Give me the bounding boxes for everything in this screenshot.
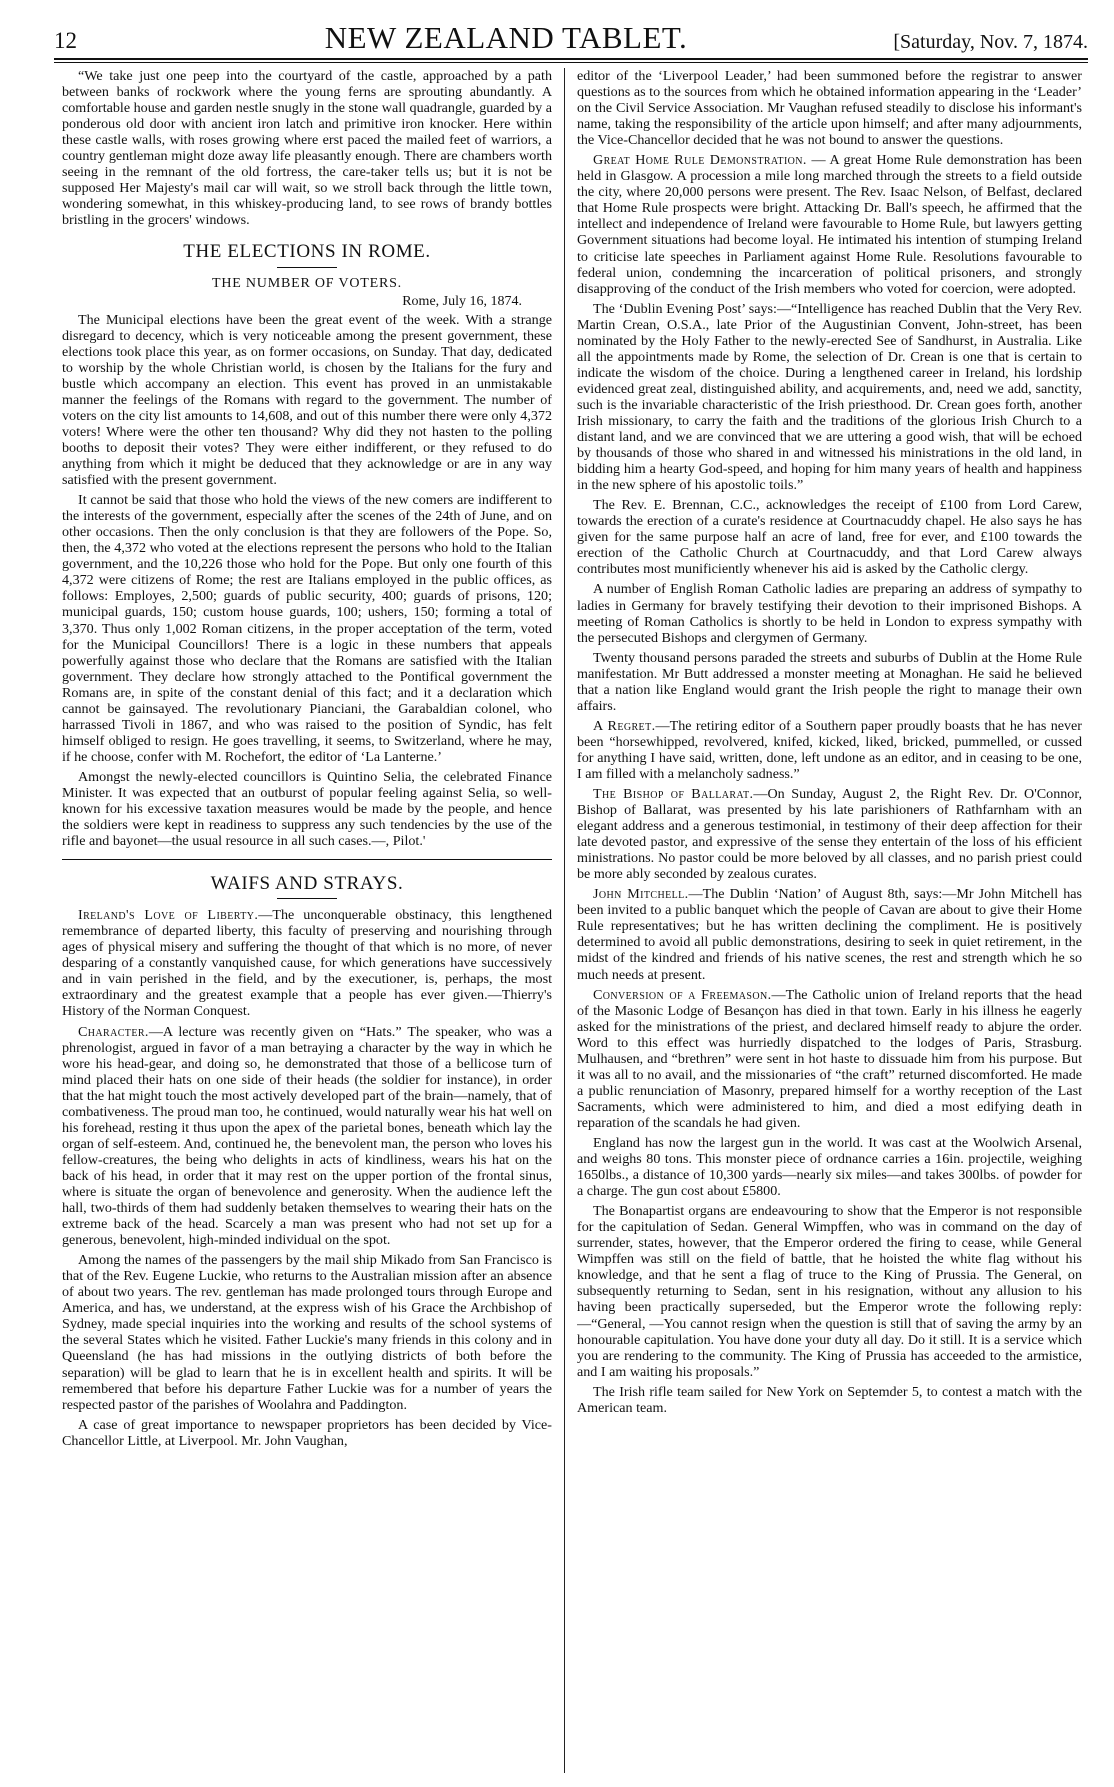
item-text: —The unconquerable obstinacy, this lengthened remembrance of departed liberty, this faculty of preserving and nourishing through ages of physical misery and suffering the thought of that which is no more, of never desparing of a constantly vanquished cause, for which generations have successively and in vain perished in the field, and by the executioner, is, perhaps, the most extraordinary and the greatest example that a people has ever given.—Thierry's History of the Norman Conquest. [62, 907, 552, 1020]
news-item [577, 497, 1082, 577]
news-item [577, 68, 1082, 148]
news-item [62, 1417, 552, 1449]
news-item [577, 886, 1082, 982]
item-text: —The Dublin ‘Nation’ of August 8th, says:—Mr John Mitchell has been invited to a public banquet which the people of Cavan are about to give their Home Rule representatives; but he has written declining the compliment. He is positively determined to avoid all public demonstrations, desiring to seek in quiet retirement, in the midst of the kindred and friends of his native scenes, the rest and strength which he so much needs at present. [577, 886, 1082, 983]
item-lead: Ireland's Love of Liberty. [78, 907, 259, 924]
item-lead: John Mitchell. [593, 886, 689, 903]
news-item [577, 581, 1082, 645]
section-rule [62, 859, 552, 860]
news-item [577, 786, 1082, 882]
article-paragraph: The Municipal elections have been the great event of the week. With a strange disregard to decency, which is very noticeable among the present government, these elections took place this year, as on former occasions, on Sunday. That day, dedicated to worship by the whole Christian world, is chosen by the Italians for the fury and bustle which accompany an election. This event has proved in an unmistakable manner the feelings of the Romans with regard to the government. The number of voters on the city list amounts to 14,608, and out of this number there were only 4,372 voters! Where were the other ten thousand? Why did they not hasten to the polling booths to deposit their votes? They were either indifferent, or they refused to do anything from which it might be deduced that they acknowledge or are in any way satisfied with the present government. [62, 311, 552, 489]
castle-paragraph: “We take just one peep into the courtyard of the castle, approached by a path between banks of rockwork where the young ferns are sprouting abundantly. A comfortable house and garden nestle snugly in the stone wall quadrangle, guarded by a ponderous old door with ancient iron latch and primitive iron knocker. Here within these castle walls, with roses growing where erst paced the mailed feet of warriors, a country gentleman might doze away life pleasantly enough. There are chambers worth seeing in the remnant of the old fortress, the care-taker tells us; but it is not be supposed Her Majesty's mail car will wait, so we stroll back through the little town, wondering somewhat, in this whiskey-producing land, to see rows of brandy bottles bristling in the grocers' windows. [62, 68, 552, 229]
masthead-rule [54, 62, 1088, 63]
news-item [577, 1203, 1082, 1380]
item-lead: Character. [78, 1023, 149, 1040]
item-text: The Bonapartist organs are endeavouring to show that the Emperor is not responsible for the capitulation of Sedan. General Wimpffen, who was in command on the day of surrender, states, however, that the Emperor ordered the firing to cease, while General Wimpffen was still on the field of battle, that he hoisted the white flag without his knowledge, and that he sent a flag of truce to the King of Prussia. The General, on subsequently returning to Sedan, sent in his resignation, without any allusion to his having been practically superseded, but the Emperor wrote the following reply:—“General, —You cannot resign when the question is still that of saving the army by an honourable capitulation. You have done your duty all day. Do it still. It is a service which you are rendering to the community. The King of Prussia has acceeded to the armistice, and I am waiting his proposals.” [577, 1203, 1082, 1380]
news-item [577, 718, 1082, 782]
item-text: —A lecture was recently given on “Hats.” The speaker, who was a phrenologist, argued in favor of a man betraying a character by the way in which he wore his head-gear, and doing so, he demonstrated that those of a bellicose turn of mind placed their hats on one side of their heads (the soldier for instance), in order that the hat might touch the most actively developed part of the brain—namely, that of combativeness. The proud man too, he continued, would naturally wear his hat well on his forehead, resting it thus upon the apex of the parietal bones, beneath which lay the organ of self-esteem. And, continued he, the benevolent man, the person who loves his fellow-creatures, the being who delights in acts of kindliness, wears his hat on the back of his head, in order that it may rest on the upper portion of the frontal sinus, where is situate the organ of benevolence and generosity. When the audience left the hall, two-thirds of them had suddenly betaken themselves to wearing their hats on the extreme back of the head. Scarcely a man was present who had not set up for a generous, benevolent, high-minded individual on the spot. [62, 1023, 552, 1249]
left-column [62, 68, 552, 1773]
item-lead: The Bishop of Ballarat. [593, 786, 754, 803]
column-divider [564, 68, 565, 1773]
article-paragraph: Amongst the newly-elected councillors is Quintino Selia, the celebrated Finance Minister. It was expected that an outburst of popular feeling against Selia, so well-known for his excessive taxation measures would be made by the people, and hence the soldiers were kept in readiness to suppress any such tendencies by the use of the rifle and bayonet—the usual resource in all such cases.—, Pilot.' [62, 768, 552, 850]
news-item [577, 152, 1082, 296]
item-text: —The Catholic union of Ireland reports that the head of the Masonic Lodge of Besançon has died in that town. Early in his illness he eagerly asked for the ministrations of the priest, and declared himself ready to abjure the order. Word to this effect was hurriedly dispatched to the lodges of Paris, Strasburg. Mulhausen, and “brethren” were sent in hot haste to dissuade him from his purpose. But it was all to no avail, and the missionaries of “the craft” returned discomforted. He made a public renunciation of Masonry, prepared himself for a worthy reception of the Last Sacraments, which were administered to him, and died a most edifying death in reparation of the scandals he had given. [577, 986, 1082, 1131]
heading-rule [277, 898, 337, 899]
item-lead: A Regret. [593, 717, 656, 734]
elections-dateline: Rome, July 16, 1874. [402, 293, 522, 309]
item-text: editor of the ‘Liverpool Leader,’ had been summoned before the registrar to answer questions as to the sources from which he obtained information appearing in the ‘Leader’ on the Civil Service Association. Mr Vaughan refused steadily to disclose his informant's name, taking the responsibility of the article upon himself; and after many adjournments, the Vice-Chancellor decided that he was not bound to answer the questions. [577, 68, 1082, 149]
news-item [62, 1252, 552, 1412]
item-text: The Rev. E. Brennan, C.C., acknowledges the receipt of £100 from Lord Carew, towards the erection of a curate's residence at Courtnacuddy chapel. He also says he has given for the same purpose half an acre of land, free for ever, and £100 towards the erection of the Catholic Church at Courtnacuddy, and that Lord Carew always contributes most munificiently whenever his aid is asked by the Catholic clergy. [577, 497, 1082, 578]
item-lead: Conversion of a Freemason. [593, 986, 772, 1003]
item-text: England has now the largest gun in the world. It was cast at the Woolwich Arsenal, and weighs 80 tons. This monster piece of ordnance carries a 16in. projectile, weighing 1650lbs., a distance of 10,300 yards—nearly six miles—and takes 300lbs. of powder for a charge. The gun cost about £5800. [577, 1135, 1082, 1200]
news-item [62, 907, 552, 1019]
news-item [62, 1024, 552, 1249]
heading-rule [277, 267, 337, 268]
item-lead: Great Home Rule Demonstration. [593, 152, 807, 169]
news-item [577, 301, 1082, 494]
newspaper-title: NEW ZEALAND TABLET. [324, 20, 688, 55]
news-item [577, 650, 1082, 714]
item-text: —The retiring editor of a Southern paper proudly boasts that he has never been “horsewhipped, revolvered, knifed, kicked, liked, bricked, pummelled, or cussed for anything I have said, written, done, left undone as an editor, and in ceasing to be one, I am filled with a melancholy sadness.” [577, 717, 1082, 782]
issue-date: [Saturday, Nov. 7, 1874. [893, 31, 1088, 53]
item-text: —On Sunday, August 2, the Right Rev. Dr. O'Connor, Bishop of Ballarat, was presented by his late parishioners of Rathfarnham with an elegant address and a generous testimonial, in testimony of their deep affection for their late devoted pastor, and expressive of the sense they entertain of the loss of his efficient ministrations. No pastor could be more beloved by all classes, and no parish priest could be more ably seconded by zealous curates. [577, 786, 1082, 883]
waifs-heading: WAIFS AND STRAYS. [210, 873, 404, 895]
news-item [577, 1384, 1082, 1416]
item-text: Twenty thousand persons paraded the streets and suburbs of Dublin at the Home Rule manifestation. Mr Butt addressed a monster meeting at Monaghan. He said he believed that a nation like England would grant the Irish people the right to manage their own affairs. [577, 649, 1082, 714]
item-text: The ‘Dublin Evening Post’ says:—“Intelligence has reached Dublin that the Very Rev. Martin Crean, O.S.A., late Prior of the Augustinian Convent, John-street, has been nominated by the Holy Father to the newly-erected See of Sandhurst, in Australia. Like all the appointments made by Rome, the selection of Dr. Crean is one that is certain to indicate the wisdom of the choice. During a lengthened career in Ireland, his lordship evidenced great zeal, distinguished ability, and acquirements, and, need we add, sanctity, such is the invariable characteristic of the Irish priesthood. Dr. Crean goes forth, another Irish missionary, to carry the faith and the traditions of the glorious Irish Church to a distant land, and we are convinced that we are uttering a good wish, that will be echoed by thousands of those who shared in and witnessed his ministrations in the old land, in bidding him a hearty God-speed, and hoping for him many years of health and happiness in the new sphere of his apostolic toils.” [577, 300, 1082, 494]
item-text: Among the names of the passengers by the mail ship Mikado from San Francisco is that of the Rev. Eugene Luckie, who returns to the Australian mission after an absence of about two years. The rev. gentleman has made prolonged tours through Europe and America, and has, we understand, at the express wish of his Grace the Archbishop of Sydney, made special inquiries into the working and results of the school systems of the several States which he visited. Father Luckie's many friends in this colony and in Queensland (he has had missions in the outlying districts of both before the separation) will be glad to learn that he is in excellent health and spirits. It will be remembered that before his departure Father Luckie was for a number of years the respected pastor of the parishes of Woolahra and Paddington. [62, 1252, 552, 1413]
item-text: — A great Home Rule demonstration has been held in Glasgow. A procession a mile long marched through the streets to a field outside the city, where 20,000 persons were present. The Rev. Isaac Nelson, of Belfast, declared that Home Rule prospects were bright. Attacking Dr. Ball's speech, he affirmed that the intellect and independence of Ireland were favourable to Home Rule, but lawyers getting Government situations had become loyal. He intimated his intention of stumping Ireland to criticise late speeches in Parliament against Home Rule. Resolutions favourable to federal union, condemning the incarceration of political prisoners, and strongly disapproving of the conduct of the Irish members who voted for coercion, were adopted. [577, 152, 1082, 297]
item-text: A case of great importance to newspaper proprietors has been decided by Vice-Chancellor Little, at Liverpool. Mr. John Vaughan, [62, 1416, 552, 1449]
news-item [577, 1135, 1082, 1199]
elections-subheading: THE NUMBER OF VOTERS. [211, 275, 402, 291]
article-paragraph: It cannot be said that those who hold the views of the new comers are indifferent to the interests of the government, especially after the scenes of the 24th of June, and on other occasions. Then the only conclusion is that they are followers of the Pope. So, then, the 4,372 who voted at the elections represent the persons who hold to the Italian government, and the 10,226 those who hold for the Pope. But only one fourth of this 4,372 were citizens of Rome; the rest are Italians employed in the public offices, as follows: Employes, 2,500; guards of public security, 400; guards of prisons, 120; municipal guards, 150; custom house guards, 100; ushers, 150; forming a total of 3,370. Thus only 1,002 Roman citizens, in the proper acceptation of the term, voted for the Municipal Councillors! There is a logic in these numbers that appeals powerfully against those who declare that the Romans are satisfied with the Italian government. They declare how strongly attached to the Pontifical government the Romans are, in spite of the constant denial of this fact; and it a declaration which cannot be gainsayed. The revolutionary Pianciani, the Garabaldian colonel, who harrassed Tivoli in 1867, and who was raised to the position of Syndic, has felt himself obliged to resign. He goes travelling, it seems, to Switzerland, where he may, if he choose, confer with M. Rochefort, the editor of ‘La Lanterne.’ [62, 492, 552, 765]
elections-heading: THE ELECTIONS IN ROME. [183, 241, 431, 263]
page-number: 12 [54, 28, 77, 53]
item-text: The Irish rifle team sailed for New York on Septemder 5, to contest a match with the American team. [577, 1383, 1082, 1416]
news-item [577, 987, 1082, 1131]
right-column [577, 68, 1082, 1773]
item-text: A number of English Roman Catholic ladies are preparing an address of sympathy to ladies in Germany for bravely testifying their devotion to their imprisoned Bishops. A meeting of Roman Catholics is shortly to be held in London to express sympathy with the persecuted Bishops and clergymen of Germany. [577, 581, 1082, 646]
masthead [54, 18, 1088, 60]
